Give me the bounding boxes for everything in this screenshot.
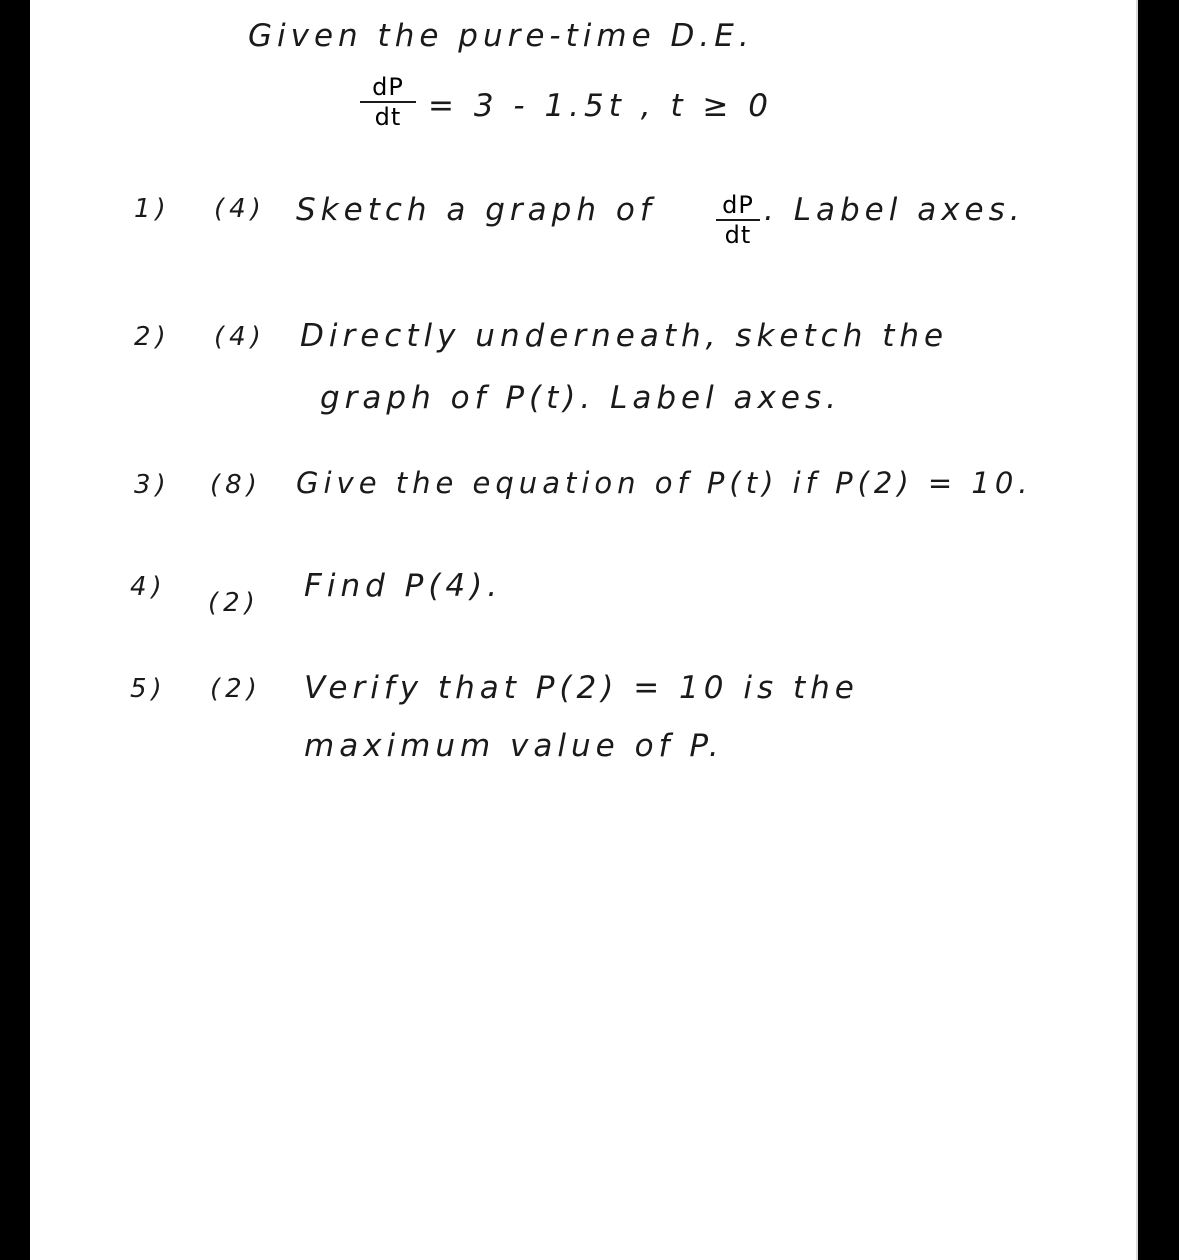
q2-number: 2) bbox=[134, 322, 171, 352]
intro-derivative-fraction bbox=[360, 74, 416, 130]
intro-derivative-denominator: dt bbox=[374, 103, 402, 131]
q5-text-line1: Verify that P(2) = 10 is the bbox=[304, 670, 859, 706]
q4-text: Find P(4). bbox=[304, 568, 503, 604]
worksheet-page bbox=[30, 0, 1138, 1260]
q1-derivative-denominator: dt bbox=[724, 221, 752, 249]
q2-points: (4) bbox=[214, 322, 266, 352]
q1-derivative-numerator: dP bbox=[722, 191, 754, 219]
q4-number: 4) bbox=[130, 572, 167, 602]
intro-equation-rhs: = 3 - 1.5t , t ≥ 0 bbox=[428, 88, 774, 124]
q2-text-line2: graph of P(t). Label axes. bbox=[320, 380, 841, 416]
q1-text-a: Sketch a graph of bbox=[296, 192, 656, 228]
q5-number: 5) bbox=[130, 674, 167, 704]
q1-derivative-fraction bbox=[716, 192, 760, 248]
q3-number: 3) bbox=[134, 470, 171, 500]
q3-text: Give the equation of P(t) if P(2) = 10. bbox=[296, 466, 1033, 500]
q3-points: (8) bbox=[210, 470, 262, 500]
intro-derivative-numerator: dP bbox=[372, 73, 404, 101]
q4-points: (2) bbox=[208, 588, 260, 618]
intro-given-text: Given the pure-time D.E. bbox=[248, 18, 754, 54]
q5-text-line2: maximum value of P. bbox=[304, 728, 724, 764]
q2-text-line1: Directly underneath, sketch the bbox=[300, 318, 949, 354]
q1-points: (4) bbox=[214, 194, 266, 224]
q1-text-b: . Label axes. bbox=[764, 192, 1025, 228]
page-edge bbox=[1136, 0, 1138, 1260]
q1-number: 1) bbox=[134, 194, 171, 224]
q5-points: (2) bbox=[210, 674, 262, 704]
